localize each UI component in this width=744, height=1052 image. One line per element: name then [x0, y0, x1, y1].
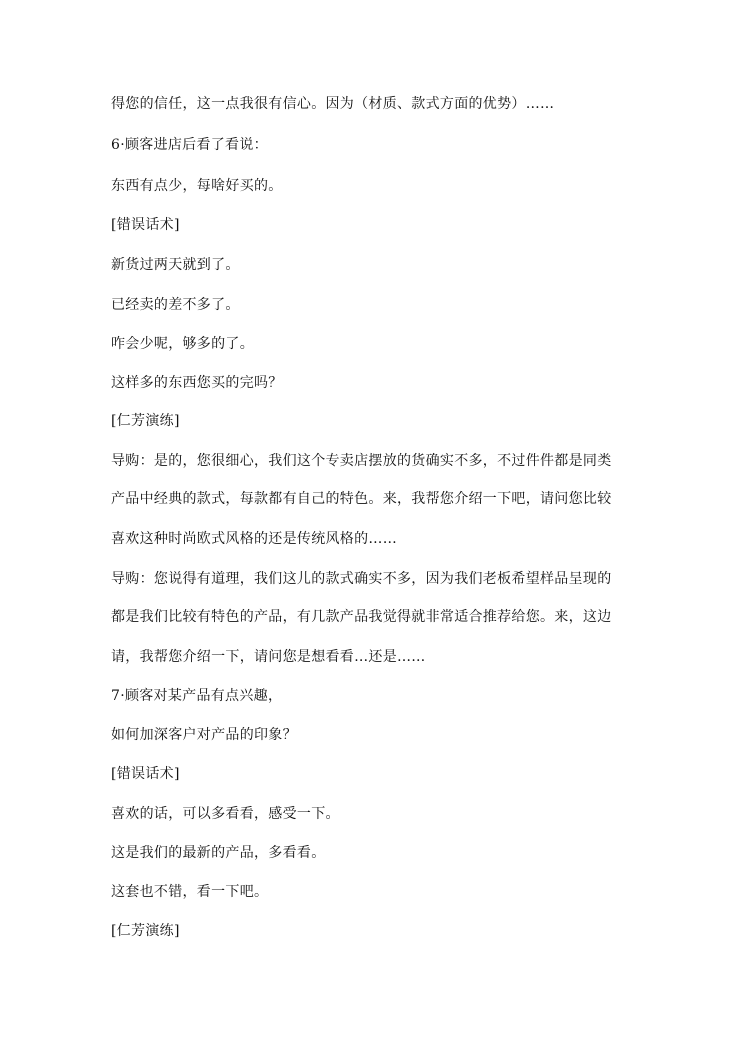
text-line-8: 这样多的东西您买的完吗？ — [111, 375, 283, 391]
text-line-14: 都是我们比较有特色的产品，有几款产品我觉得就非常适合推荐给您。来，这边 — [111, 609, 612, 625]
section-label-wrong-2: [错误话术] — [111, 766, 180, 782]
text-line-21: 这套也不错，看一下吧。 — [111, 884, 269, 900]
text-line-20: 这是我们的最新的产品，多看看。 — [111, 845, 326, 861]
text-line-3: 东西有点少，每啥好买的。 — [111, 178, 283, 194]
text-line-6: 已经卖的差不多了。 — [111, 297, 240, 313]
text-line-17: 如何加深客户对产品的印象？ — [111, 727, 297, 743]
text-line-11: 产品中经典的款式，每款都有自己的特色。来，我帮您介绍一下吧，请问您比较 — [111, 491, 612, 507]
section-label-practice-2: [仁芳演练] — [111, 923, 180, 939]
text-line-2: 6·顾客进店后看了看说： — [111, 137, 268, 153]
text-line-7: 咋会少呢，够多的了。 — [111, 336, 254, 352]
section-label-wrong-1: [错误话术] — [111, 217, 180, 233]
text-line-16: 7·顾客对某产品有点兴趣， — [111, 688, 283, 704]
text-line-10: 导购：是的，您很细心，我们这个专卖店摆放的货确实不多，不过件件都是同类 — [111, 453, 612, 469]
text-line-12: 喜欢这种时尚欧式风格的还是传统风格的…… — [111, 531, 397, 547]
section-label-practice-1: [仁芳演练] — [111, 413, 180, 429]
text-line-19: 喜欢的话，可以多看看，感受一下。 — [111, 806, 340, 822]
text-line-15: 请，我帮您介绍一下，请问您是想看看…还是…… — [111, 649, 426, 665]
text-line-1: 得您的信任，这一点我很有信心。因为（材质、款式方面的优势）…… — [111, 96, 555, 112]
text-line-5: 新货过两天就到了。 — [111, 257, 240, 273]
text-line-13: 导购：您说得有道理，我们这儿的款式确实不多，因为我们老板希望样品呈现的 — [111, 571, 612, 587]
